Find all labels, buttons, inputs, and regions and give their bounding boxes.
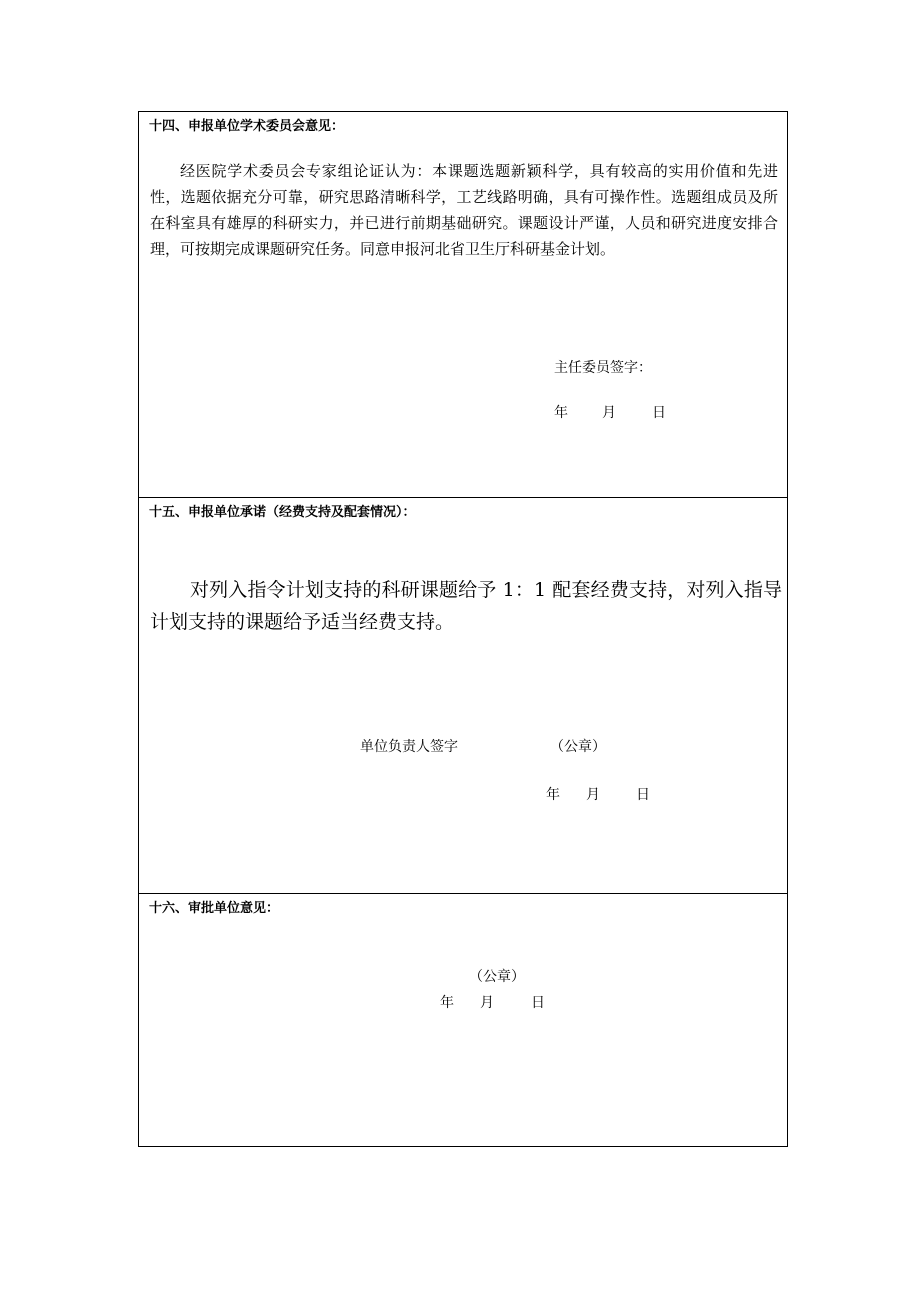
date-year: 年 [554, 405, 568, 421]
section-15-date [546, 786, 650, 804]
date-day: 日 [531, 995, 545, 1011]
date-month: 月 [480, 995, 494, 1011]
date-year: 年 [546, 787, 560, 803]
date-day: 日 [652, 405, 666, 421]
section-16-heading: 十六、审批单位意见： [149, 901, 280, 916]
date-day: 日 [636, 787, 650, 803]
section-15-heading: 十五、申报单位承诺（经费支持及配套情况）： [149, 505, 416, 520]
form-table [138, 111, 788, 1147]
section-15-body: 对列入指令计划支持的科研课题给予 1：1 配套经费支持，对列入指导计划支持的课题给予适当经费支持。 [150, 579, 782, 633]
date-month: 月 [586, 787, 600, 803]
academic-committee-opinion-section [139, 112, 787, 497]
date-month: 月 [602, 405, 616, 421]
section-16-date [440, 994, 545, 1012]
section-14-heading: 十四、申报单位学术委员会意见： [149, 119, 345, 134]
approval-unit-opinion-section [139, 893, 787, 1146]
unit-commitment-section [139, 497, 787, 893]
section-16-seal-label: （公章） [469, 969, 525, 985]
date-year: 年 [440, 995, 454, 1011]
chair-signature-label: 主任委员签字： [554, 360, 652, 376]
unit-leader-signature-label: 单位负责人签字 [360, 739, 458, 755]
section-14-date [554, 404, 666, 422]
section-15-seal-label: （公章） [550, 739, 606, 755]
section-14-body: 经医院学术委员会专家组论证认为：本课题选题新颖科学，具有较高的实用价值和先进性，选题依据充分可靠，研究思路清晰科学，工艺线路明确，具有可操作性。选题组成员及所在科室具有雄厚的科研实力，并已进行前期基础研究。课题设计严谨，人员和研究进度安排合理，可按期完成课题研究任务。同意申报河北省卫生厅科研基金计划。 [150, 162, 778, 258]
